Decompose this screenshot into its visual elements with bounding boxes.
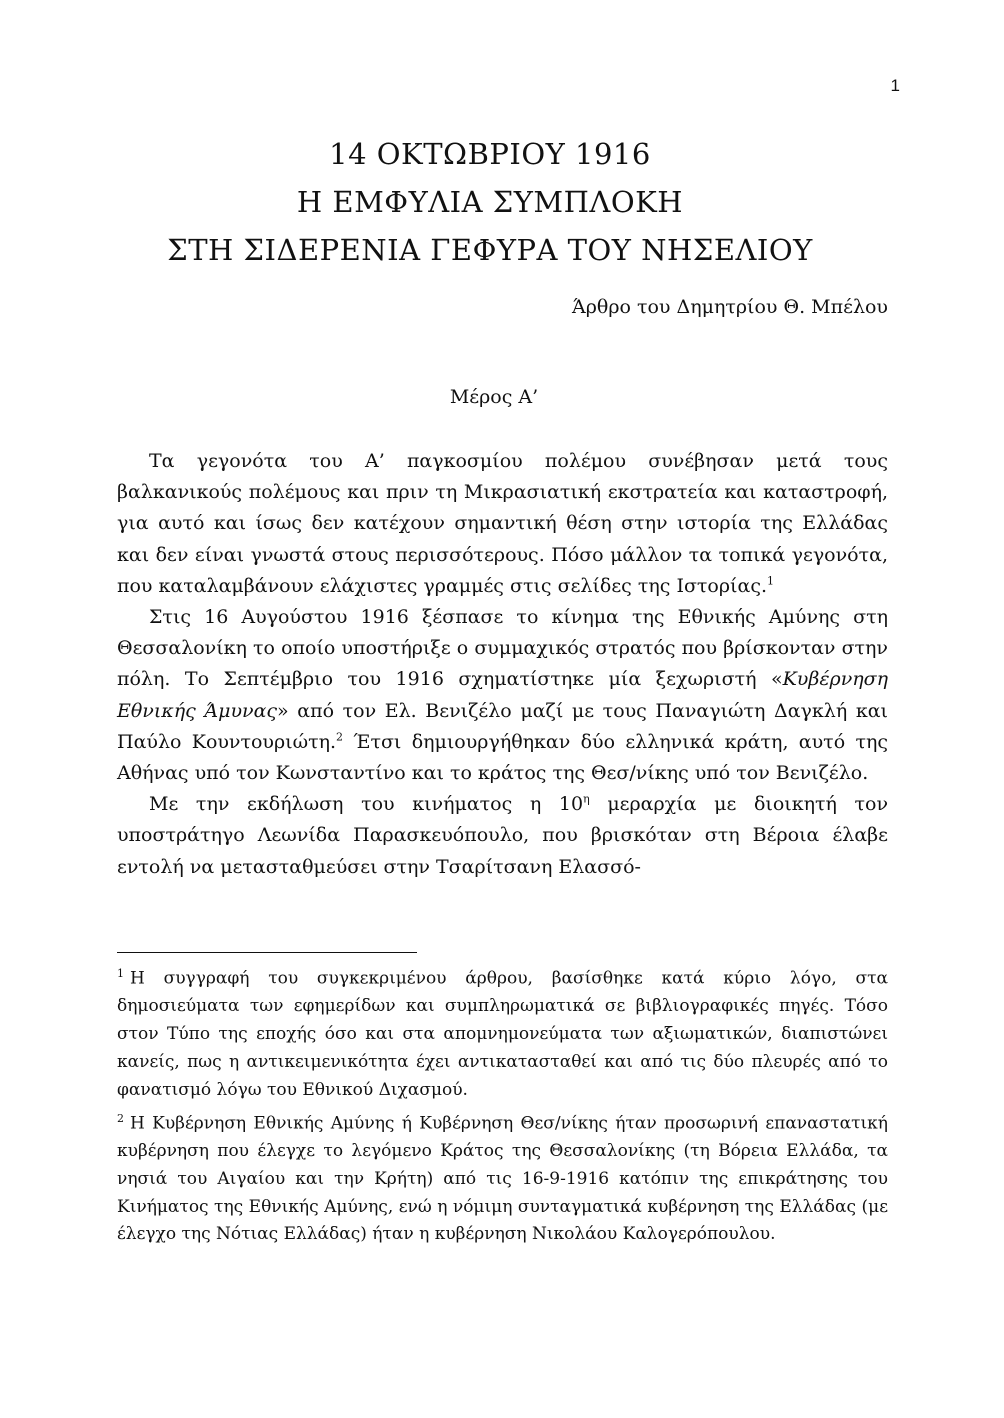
footnote-divider — [117, 952, 417, 953]
paragraph-2-italic: Κυβέρνηση Εθνικής Άμυνας — [117, 668, 888, 722]
footnote-1 — [117, 960, 888, 1105]
article-body — [117, 446, 888, 883]
footnote-2-number: 2 — [117, 1111, 124, 1125]
footnote-2 — [117, 1105, 888, 1250]
paragraph-2-text-a: Στις 16 Αυγούστου 1916 ξέσπασε το κίνημα της Εθνικής Αμύνης στη Θεσσαλονίκη το οποίο υποστήριξε ο συμμαχικός στρατός που βρίσκονταν στην πόλη. Το Σεπτέμβριο του 1916 σχηματίστηκε μία ξεχωριστή « — [117, 606, 888, 691]
paragraph-2-text-c: Έτσι δημιουργήθηκαν δύο ελληνικά κράτη, αυτό της Αθήνας υπό τον Κωνσταντίνο και το κράτος της Θεσ/νίκης υπό τον Βενιζέλο. — [117, 730, 888, 785]
paragraph-3-text-b: μεραρχία με διοικητή τον υποστράτηγο Λεωνίδα Παρασκευόπουλο, που βρισκόταν στη Βέροια έλαβε εντολή να μετασταθμεύσει στην Τσαρίτσανη Ελασσό- — [117, 793, 889, 878]
byline: Άρθρο του Δημητρίου Θ. Μπέλου — [572, 296, 888, 318]
footnotes — [117, 960, 888, 1249]
title-line-3: ΣΤΗ ΣΙΔΕΡΕΝΙΑ ΓΕΦΥΡΑ ΤΟΥ ΝΗΣΕΛΙΟΥ — [167, 233, 813, 267]
footnote-1-number: 1 — [117, 967, 124, 980]
footnote-ref-1: 1 — [767, 574, 774, 588]
paragraph-1 — [117, 446, 888, 602]
page-number: 1 — [890, 76, 900, 95]
footnote-ref-2: 2 — [336, 730, 344, 744]
paragraph-3 — [117, 789, 888, 883]
paragraph-3-text-a: Με την εκδήλωση του κινήματος η 10 — [149, 793, 584, 816]
footnote-2-text: Η Κυβέρνηση Εθνικής Αμύνης ή Κυβέρνηση Θεσ/νίκης ήταν προσωρινή επαναστατική κυβέρνηση που έλεγχε το λεγόμενο Κράτος της Θεσσαλονίκης (τη Βόρεια Ελλάδα, τα νησιά του Αιγαίου και την Κρήτη) από τις 16-9-1916 κατόπιν της επικράτησης του Κινήματος της Εθνικής Αμύνης, ενώ η νόμιμη συνταγματικά κυβέρνηση της Ελλάδας (με έλεγχο της Νότιας Ελλάδας) ήταν η κυβέρνηση Νικολάου Καλογερόπουλου. — [117, 1113, 888, 1245]
paragraph-1-text: Τα γεγονότα του Α’ παγκοσμίου πολέμου συνέβησαν μετά τους βαλκανικούς πολέμους και πριν τη Μικρασιατική εκστρατεία και καταστροφή, για αυτό και ίσως δεν κατέχουν σημαντική θέση στην ιστορία της Ελλάδας και δεν είναι γνωστά στους περισσότερους. Πόσο μάλλον τα τοπικά γεγονότα, που καταλαμβάνουν ελάχιστες γραμμές στις σελίδες της Ιστορίας. — [117, 450, 888, 597]
footnote-1-text: Η συγγραφή του συγκεκριμένου άρθρου, βασίσθηκε κατά κύριο λόγο, στα δημοσιεύματα των εφημερίδων και συμπληρωματικά σε βιβλιογραφικές πηγές. Τόσο στον Τύπο της εποχής όσο και στα απομνημονεύματα των αξιωματικών, διαπιστώνει κανείς, πως η αντικειμενικότητα έχει αντικατασταθεί και από τις δύο πλευρές από το φανατισμό λόγω του Εθνικού Διχασμού. — [117, 968, 888, 1100]
paragraph-3-ordinal: η — [583, 792, 590, 806]
article-title — [100, 130, 880, 274]
paragraph-2 — [117, 602, 888, 789]
paragraph-2-text-b: » από τον Ελ. Βενιζέλο μαζί με τους Παναγιώτη Δαγκλή και Παύλο Κουντουριώτη. — [117, 699, 888, 753]
title-line-2: Η ΕΜΦΥΛΙΑ ΣΥΜΠΛΟΚΗ — [296, 185, 684, 219]
title-line-1: 14 ΟΚΤΩΒΡΙΟΥ 1916 — [329, 137, 651, 171]
section-heading: Μέρος Α’ — [449, 386, 539, 408]
